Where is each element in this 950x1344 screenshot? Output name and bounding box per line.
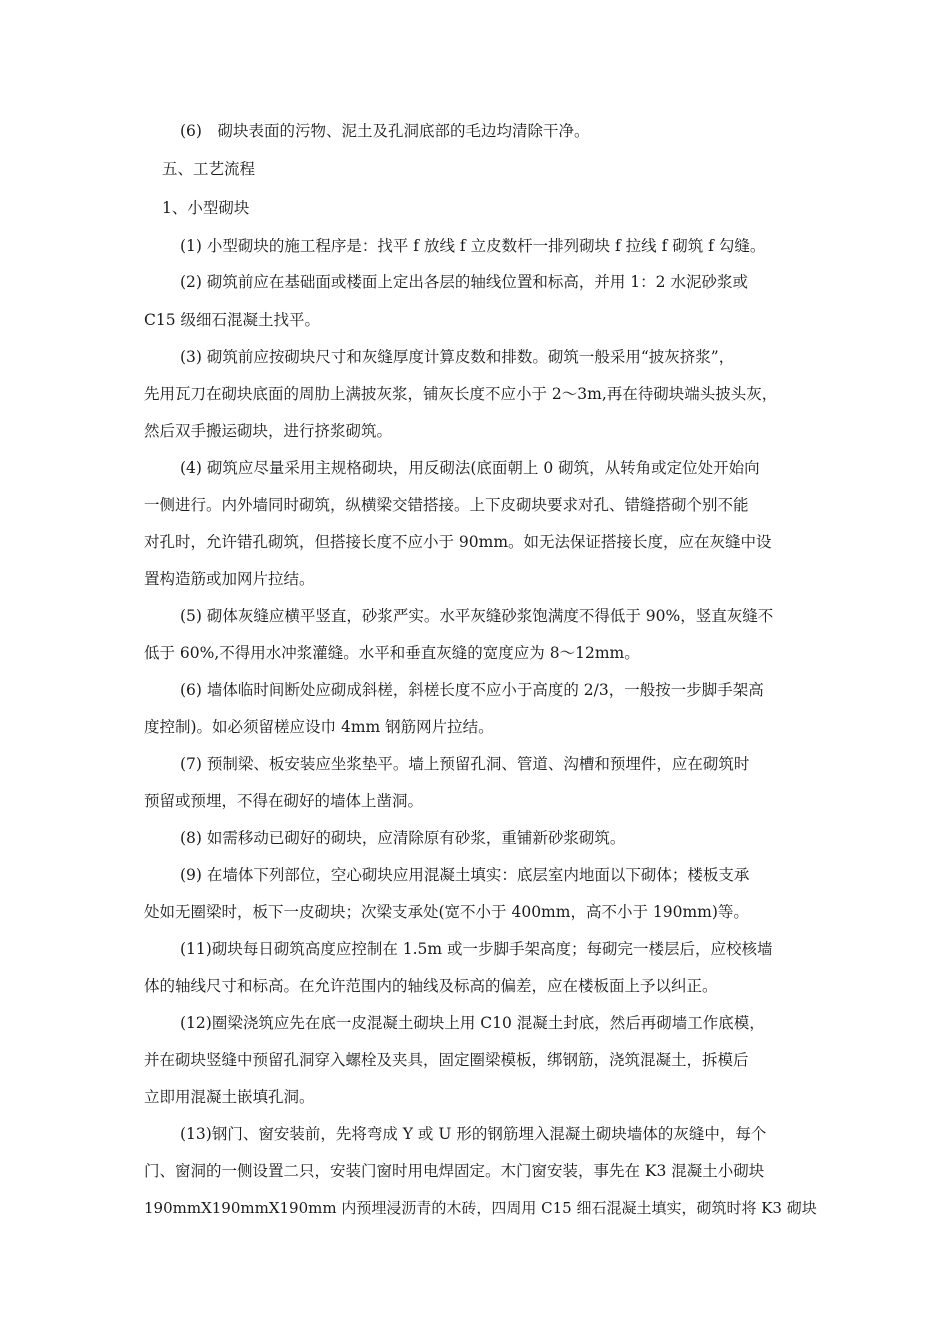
text-line: (8) 如需移动已砌好的砌块，应清除原有砂浆，重铺新砂浆砌筑。 <box>180 829 626 847</box>
text-line: (13)钢门、窗安装前，先将弯成 Y 或 U 形的钢筋埋入混凝土砌块墙体的灰缝中，每个 <box>180 1125 767 1143</box>
text-line: (9) 在墙体下列部位，空心砌块应用混凝土填实：底层室内地面以下砌体；楼板支承 <box>180 866 750 884</box>
text-line: 度控制)。如必须留槎应设巾 4mm 钢筋网片拉结。 <box>144 718 494 736</box>
text-line: (3) 砌筑前应按砌块尺寸和灰缝厚度计算皮数和排数。砌筑一般采用“披灰挤浆”， <box>180 348 735 366</box>
text-line: 并在砌块竖缝中预留孔洞穿入螺栓及夹具，固定圈梁模板，绑钢筋，浇筑混凝土，拆模后 <box>144 1051 749 1069</box>
text-line: (7) 预制梁、板安装应坐浆垫平。墙上预留孔洞、管道、沟槽和预埋件，应在砌筑时 <box>180 755 750 773</box>
text-line: (6) 墙体临时间断处应砌成斜槎，斜槎长度不应小于高度的 2/3，一般按一步脚手架高 <box>180 681 764 699</box>
text-line: 门、窗洞的一侧设置二只，安装门窗时用电焊固定。木门窗安装，事先在 K3 混凝土小砌块 <box>144 1162 765 1180</box>
text-line: 一侧进行。内外墙同时砌筑，纵横梁交错搭接。上下皮砌块要求对孔、错缝搭砌个别不能 <box>144 496 749 514</box>
text-line: (12)圈梁浇筑应先在底一皮混凝土砌块上用 C10 混凝土封底，然后再砌墙工作底模， <box>180 1014 765 1032</box>
text-line: C15 级细石混凝土找平。 <box>144 311 321 329</box>
text-line: 然后双手搬运砌块，进行挤浆砌筑。 <box>144 422 393 440</box>
text-line: 对孔时，允许错孔砌筑，但搭接长度不应小于 90mm。如无法保证搭接长度，应在灰缝中设 <box>144 533 772 551</box>
text-line: 先用瓦刀在砌块底面的周肋上满披灰浆，铺灰长度不应小于 2〜3m,再在待砌块端头披头灰， <box>144 385 778 403</box>
text-line: 置构造筋或加网片拉结。 <box>144 570 315 588</box>
text-line: 低于 60%,不得用水冲浆灌缝。水平和垂直灰缝的宽度应为 8〜12mm。 <box>144 644 640 662</box>
text-line: 预留或预埋，不得在砌好的墙体上凿洞。 <box>144 792 424 810</box>
section-heading: 五、工艺流程 <box>162 160 256 178</box>
text-line: (11)砌块每日砌筑高度应控制在 1.5m 或一步脚手架高度；每砌完一楼层后，应校核墙 <box>180 940 773 958</box>
text-line: 体的轴线尺寸和标高。在允许范围内的轴线及标高的偏差，应在楼板面上予以纠正。 <box>144 977 718 995</box>
text-line: 立即用混凝土嵌填孔洞。 <box>144 1088 315 1106</box>
text-line: (6) 砌块表面的污物、泥土及孔洞底部的毛边均清除干净。 <box>180 122 590 140</box>
text-line: (5) 砌体灰缝应横平竖直，砂浆严实。水平灰缝砂浆饱满度不得低于 90%，竖直灰缝不 <box>180 607 774 625</box>
text-line: (1) 小型砌块的施工程序是：找平 f 放线 f 立皮数杆一排列砌块 f 拉线 f 砌筑 f 勾缝。 <box>180 237 766 255</box>
text-line: 处如无圈梁时，板下一皮砌块；次梁支承处(宽不小于 400mm，高不小于 190mm)等。 <box>144 903 749 921</box>
text-line: 190mmX190mmX190mm 内预埋浸沥青的木砖，四周用 C15 细石混凝土填实，砌筑时将 K3 砌块 <box>144 1199 817 1217</box>
text-line: (2) 砌筑前应在基础面或楼面上定出各层的轴线位置和标高，并用 1：2 水泥砂浆或 <box>180 273 748 291</box>
subsection-heading: 1、小型砌块 <box>162 199 250 217</box>
text-line: (4) 砌筑应尽量采用主规格砌块，用反砌法(底面朝上 0 砌筑，从转角或定位处开始向 <box>180 459 760 477</box>
